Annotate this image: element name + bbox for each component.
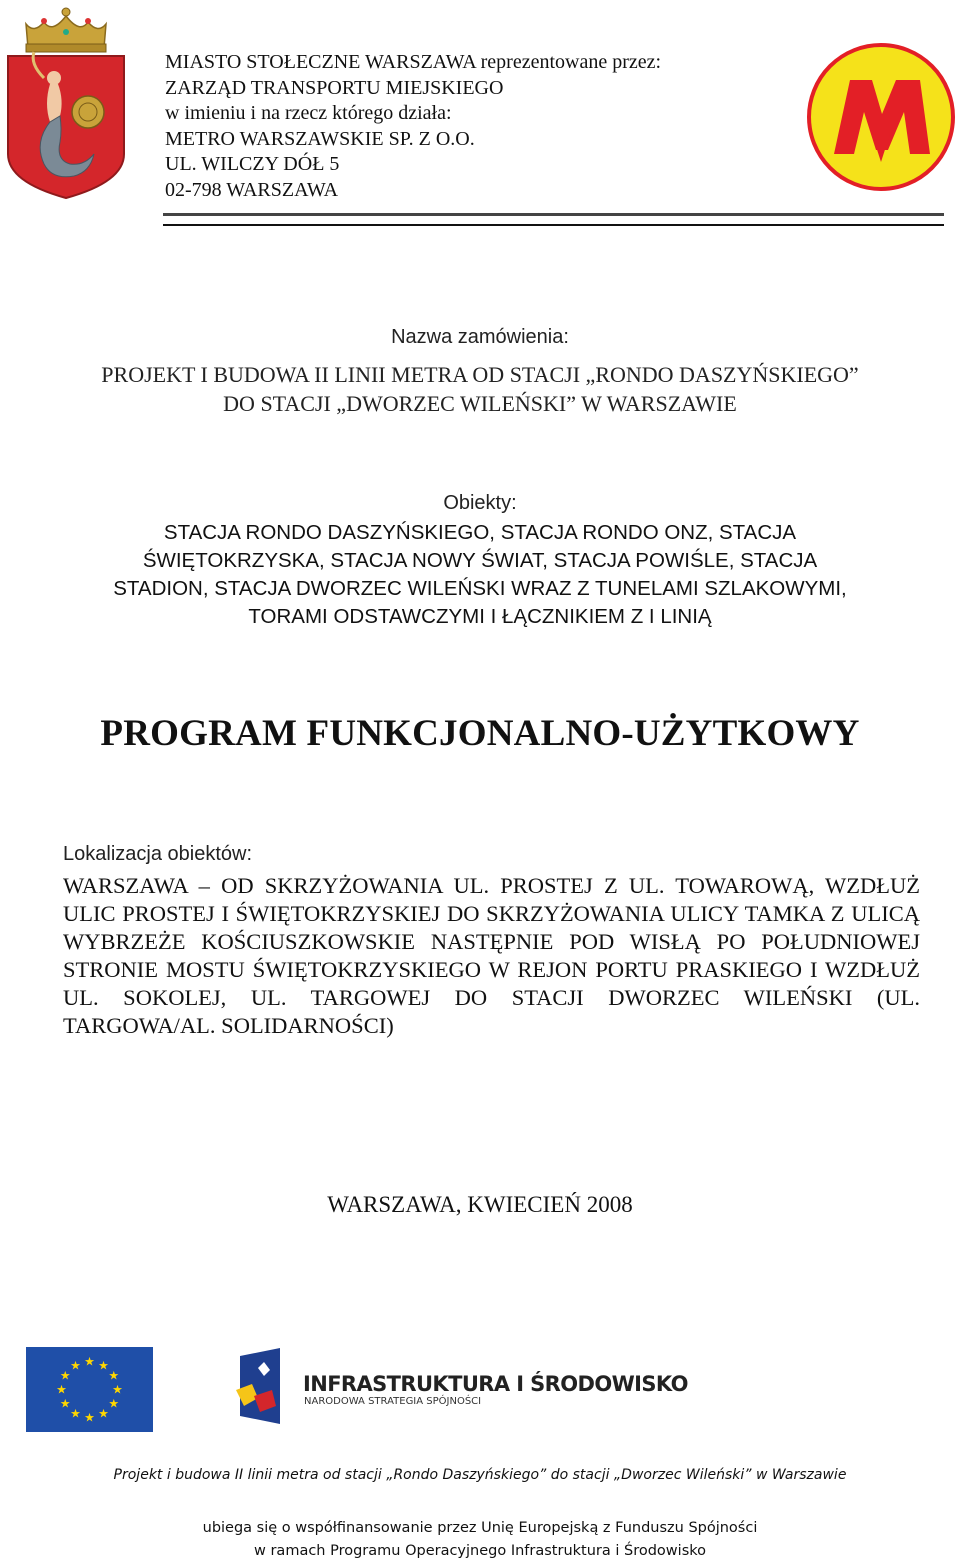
crown-icon [26,8,106,52]
eu-star-icon: ★ [59,1396,71,1411]
footer-program-line: w ramach Programu Operacyjnego Infrastruktura i Środowisko [254,1543,706,1559]
eu-star-icon: ★ [112,1382,123,1397]
order-name-line: PROJEKT I BUDOWA II LINII METRA OD STACJI „RONDO DASZYŃSKIEGO” [101,362,859,387]
objects-line: TORAMI ODSTAWCZYMI I ŁĄCZNIKIEM Z I LINIĄ [248,605,712,628]
objects-line: STADION, STACJA DWORZEC WILEŃSKI WRAZ Z TUNELAMI SZLAKOWYMI, [113,577,847,600]
eu-star-icon: ★ [98,1358,109,1373]
metro-logo [806,42,956,192]
eu-star-icon: ★ [84,1410,95,1425]
infrastructure-program-title: INFRASTRUKTURA I ŚRODOWISKO [303,1372,688,1396]
header-line: 02-798 WARSZAWA [165,178,339,201]
eu-star-icon: ★ [70,1358,81,1373]
location-label: Lokalizacja obiektów: [63,843,252,865]
eu-star-icon: ★ [108,1396,120,1411]
infrastructure-program-subtitle: NARODOWA STRATEGIA SPÓJNOŚCI [304,1396,482,1407]
footer-project-line: Projekt i budowa II linii metra od stacji „Rondo Daszyńskiego” do stacji „Dworzec Wileński” w Warszawie [113,1467,847,1483]
order-name-line: DO STACJI „DWORZEC WILEŃSKI” W WARSZAWIE [223,391,737,416]
header-line: MIASTO STOŁECZNE WARSZAWA reprezentowane przez: [165,51,662,73]
order-name-label: Nazwa zamówienia: [391,326,569,348]
eu-star-icon: ★ [98,1406,109,1421]
eu-star-icon: ★ [84,1354,95,1369]
national-cohesion-strategy-logo-icon [234,1346,298,1426]
objects-line: ŚWIĘTOKRZYSKA, STACJA NOWY ŚWIAT, STACJA POWIŚLE, STACJA [142,549,818,572]
header-divider-thin [163,224,944,226]
objects-line: STACJA RONDO DASZYŃSKIEGO, STACJA RONDO ONZ, STACJA [163,521,797,544]
header-divider-thick [163,213,944,216]
eu-star-icon: ★ [70,1406,81,1421]
header-line: METRO WARSZAWSKIE SP. Z O.O. [165,127,475,150]
eu-flag-icon [26,1347,153,1432]
objects-label: Obiekty: [443,492,517,514]
header-line: UL. WILCZY DÓŁ 5 [165,153,340,176]
header-address-block [165,50,785,204]
document-title: PROGRAM FUNKCJONALNO-UŻYTKOWY [100,713,860,754]
location-text: WARSZAWA – OD SKRZYŻOWANIA UL. PROSTEJ Z UL. TOWAROWĄ, WZDŁUŻ ULIC PROSTEJ I ŚWIĘTOKRZYSKIEJ DO SKRZYŻOWANIA ULICY TAMKA Z ULICĄ WYBRZEŻE KOŚCIUSZKOWSKIE NASTĘPNIE POD WISŁĄ PO POŁUDNIOWEJ STRONIE MOSTU ŚWIĘTOKRZYSKIEGO W REJON PORTU PRASKIEGO I WZDŁUŻ UL. SOKOLEJ, UL. TARGOWEJ DO STACJI DWORZEC WILEŃSKI (UL. TARGOWA/AL. SOLIDARNOŚCI) [63,873,920,1038]
document-date: WARSZAWA, KWIECIEŃ 2008 [327,1192,633,1217]
header-line: ZARZĄD TRANSPORTU MIEJSKIEGO [165,76,504,99]
header-line: w imieniu i na rzecz którego działa: [165,102,452,125]
eu-star-icon: ★ [56,1382,67,1397]
eu-star-icon: ★ [59,1368,71,1383]
warsaw-coat-of-arms [4,4,128,200]
footer-cofinancing-line: ubiega się o współfinansowanie przez Unię Europejską z Funduszu Spójności [202,1520,758,1536]
eu-star-icon: ★ [108,1368,120,1383]
